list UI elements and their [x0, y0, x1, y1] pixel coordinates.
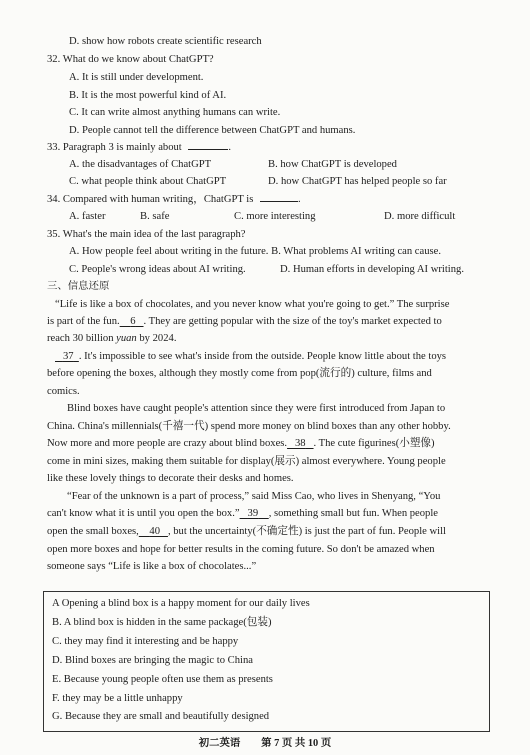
- passage-text: , something small but fun. When people: [268, 508, 438, 519]
- q33-option-c: C. what people think about ChatGPT: [69, 176, 227, 187]
- q32-option-b: B. It is the most powerful kind of AI.: [69, 90, 227, 101]
- q34-option-a: A. faster: [69, 211, 106, 222]
- blank-number: 6: [130, 316, 136, 327]
- blank-38: [287, 438, 314, 449]
- option-c: C. they may find it interesting and be happy: [52, 636, 239, 647]
- passage-text: Now more and more people are crazy about blind boxes.: [47, 438, 288, 449]
- q34-option-b: B. safe: [140, 211, 170, 222]
- blank-40: [139, 526, 168, 537]
- blank-number: 37: [62, 351, 74, 362]
- blank-number: 40: [149, 526, 160, 537]
- q33-option-d: D. how ChatGPT has helped people so far: [268, 176, 447, 187]
- q33-option-a: A. the disadvantages of ChatGPT: [69, 159, 212, 170]
- section-title: 三、信息还原: [47, 280, 110, 292]
- passage-line: [55, 348, 446, 366]
- q32-option-c: C. It can write almost anything humans can write.: [69, 107, 281, 118]
- passage-text: . It's impossible to see what's inside from the outside. People know little about the toys: [78, 351, 447, 362]
- passage-text: reach 30 billion: [47, 333, 117, 344]
- passage-line: come in mini sizes, making them suitable for display(展示) almost everywhere. Young people: [47, 456, 446, 467]
- option-b: B. A blind box is hidden in the same package(包装): [52, 617, 272, 628]
- answer-blank: [260, 191, 298, 202]
- passage-text: is part of the fun.: [47, 316, 120, 327]
- option-f: F. they may be a little unhappy: [52, 693, 183, 704]
- q35-option-a: A. How people feel about writing in the future.: [69, 246, 269, 257]
- q32-option-a: A. It is still under development.: [69, 72, 204, 83]
- q35-stem: 35. What's the main idea of the last paragraph?: [47, 229, 246, 240]
- blank-number: 39: [247, 508, 259, 519]
- passage-text: . They are getting popular with the size of the toy's market expected to: [143, 316, 442, 327]
- q32-stem: 32. What do we know about ChatGPT?: [47, 54, 214, 65]
- passage-text: can't know what it is until you open the box.”: [47, 508, 240, 519]
- answer-blank: [188, 139, 228, 150]
- yuan-italic: yuan: [116, 333, 137, 344]
- passage-line: open more boxes and hope for better results in the coming future. So don't be amazed when: [47, 544, 435, 555]
- q33-stem: 33. Paragraph 3 is mainly about .: [47, 139, 231, 157]
- q35-option-d: D. Human efforts in developing AI writing.: [280, 264, 464, 275]
- passage-line: [47, 330, 176, 348]
- q31-option-d: D. show how robots create scientific research: [69, 36, 262, 47]
- q34-option-d: D. more difficult: [384, 211, 456, 222]
- q35-option-c: C. People's wrong ideas about AI writing.: [69, 264, 246, 275]
- page-footer: 初二英语 第 7 页 共 10 页: [198, 738, 332, 749]
- passage-line: [47, 523, 446, 541]
- option-a: A Opening a blind box is a happy moment for our daily lives: [52, 598, 310, 609]
- passage-text: . The cute figurines(小塑像): [313, 438, 435, 449]
- q34-option-c: C. more interesting: [234, 211, 316, 222]
- q35-option-b: B. What problems AI writing can cause.: [271, 246, 441, 257]
- passage-line: someone says “Life is like a box of chocolates...”: [47, 561, 257, 572]
- option-d: D. Blind boxes are bringing the magic to China: [52, 655, 253, 666]
- q32-option-d: D. People cannot tell the difference between ChatGPT and humans.: [69, 125, 356, 136]
- passage-line: comics.: [47, 386, 80, 397]
- passage-line: [47, 505, 438, 523]
- passage-text: , but the uncertainty(不确定性) is just the part of fun. People will: [167, 526, 446, 537]
- passage-line: before opening the boxes, although they mostly come from pop(流行的) culture, films and: [47, 368, 432, 379]
- q34-stem: 34. Compared with human writing，ChatGPT is .: [47, 191, 301, 209]
- option-g: G. Because they are small and beautifully designed: [52, 711, 270, 722]
- blank-39: [240, 508, 269, 519]
- q35-options-ab: [69, 243, 441, 261]
- option-e: E. Because young people often use them as presents: [52, 674, 273, 685]
- q33-option-b: B. how ChatGPT is developed: [268, 159, 397, 170]
- passage-line: like these lovely things to decorate their desks and homes.: [47, 473, 294, 484]
- q34-stem-text: 34. Compared with human writing，ChatGPT is: [47, 194, 254, 205]
- passage-line: “Fear of the unknown is a part of process,” said Miss Cao, who lives in Shenyang, “You: [67, 491, 441, 502]
- passage-text: open the small boxes,: [47, 526, 139, 537]
- passage-line: [47, 435, 435, 453]
- blank-number: 38: [295, 438, 306, 449]
- blank-6: [120, 316, 144, 327]
- blank-37: [55, 351, 79, 362]
- q33-stem-text: 33. Paragraph 3 is mainly about: [47, 142, 182, 153]
- passage-line: Blind boxes have caught people's attention since they were first introduced from Japan to: [67, 403, 446, 414]
- passage-line: China. China's millennials(千禧一代) spend more money on blind boxes than any other hobby.: [47, 421, 451, 432]
- passage-line: “Life is like a box of chocolates, and you never know what you're going to get.” The surprise: [55, 299, 450, 310]
- passage-line: [47, 313, 442, 331]
- passage-text: by 2024.: [136, 333, 177, 344]
